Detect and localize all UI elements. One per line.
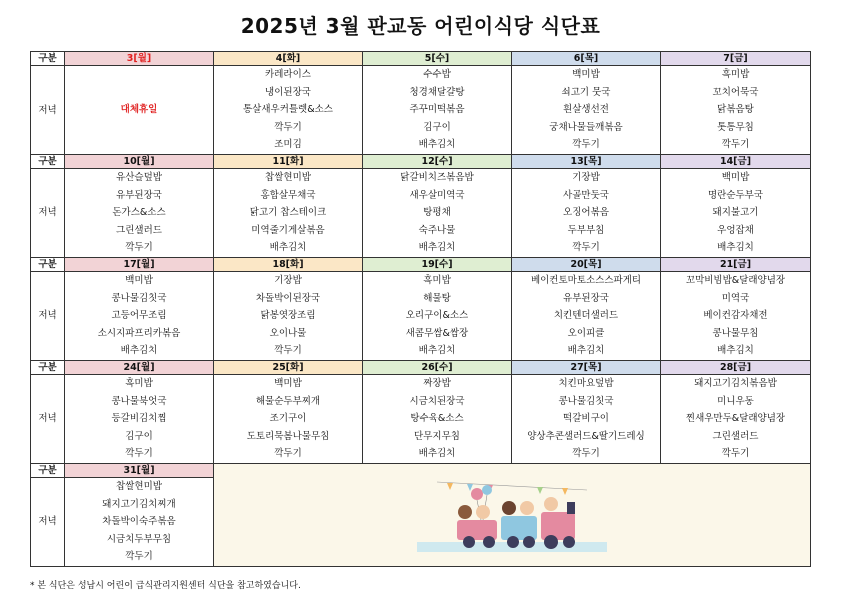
menu-item: 흑미밥 [423,274,451,286]
day-header: 3[월] [65,52,214,66]
menu-item: 배추김치 [418,242,456,254]
menu-item: 깍두기 [572,242,600,254]
menu-item: 돼지고기김치찌개 [102,498,176,510]
menu-item: 배추김치 [567,345,605,357]
menu-cell [512,66,661,155]
menu-item: 톳통무침 [717,121,754,133]
day-header: 10[월] [65,155,214,169]
dinner-label: 저녁 [31,477,65,566]
menu-item: 카레라이스 [265,69,311,81]
menu-item: 탕평채 [423,207,451,219]
menu-item: 찹쌀현미밥 [116,480,162,492]
menu-item: 숙주나물 [418,224,456,236]
menu-item: 시금치된장국 [409,395,465,407]
day-header: 6[목] [512,52,661,66]
menu-item: 백미밥 [274,377,302,389]
day-header: 4[화] [214,52,363,66]
menu-item: 사골만둣국 [563,189,609,201]
menu-cell [661,374,811,463]
menu-item: 해물탕 [423,292,451,304]
menu-item: 깍두기 [125,551,153,563]
dinner-label: 저녁 [31,271,65,360]
menu-item: 조기구이 [269,413,307,425]
menu-item: 시금치두부무침 [106,533,172,545]
dinner-row [31,374,811,463]
menu-item: 쇠고기 뭇국 [561,86,611,98]
menu-cell [65,374,214,463]
menu-item: 탕수육&소스 [410,413,464,425]
menu-item: 해물순두부찌개 [255,395,321,407]
menu-cell [512,374,661,463]
page-title: 2025년 3월 판교동 어린이식당 식단표 [240,14,601,38]
menu-item: 배추김치 [717,242,754,254]
menu-item: 배추김치 [269,242,307,254]
menu-item: 깍두기 [274,345,302,357]
menu-item: 오리구이&소스 [405,310,469,322]
menu-item: 홍합살무채국 [260,189,316,201]
gubun-label: 구분 [31,257,65,271]
menu-item: 흑미밥 [721,69,750,81]
menu-item: 찐새우만두&달래양념장 [685,413,786,425]
day-header: 19[수] [363,257,512,271]
menu-cell [363,169,512,258]
menu-item: 우엉잡채 [717,224,754,236]
menu-cell [661,271,811,360]
menu-item: 김구이 [125,430,153,442]
gubun-label: 구분 [31,360,65,374]
menu-item: 조미김 [274,139,302,151]
menu-item: 미역줄기게살볶음 [251,224,325,236]
menu-item: 닭고기 찹스테이크 [249,207,327,219]
menu-item: 배추김치 [418,448,456,460]
menu-item: 백미밥 [721,172,750,183]
dinner-row [31,169,811,258]
day-header: 5[수] [363,52,512,66]
menu-item: 깍두기 [274,448,302,460]
menu-cell [65,271,214,360]
menu-cell [512,271,661,360]
menu-item: 기장밥 [572,172,600,183]
menu-item: 콩나물김칫국 [558,395,614,407]
menu-item: 단무지무침 [414,430,460,442]
menu-item: 그린샐러드 [712,430,759,442]
menu-cell [661,66,811,155]
menu-cell [214,374,363,463]
menu-item: 꼬막비빔밥&달래양념장 [685,274,786,286]
menu-item: 흑미밥 [125,377,153,389]
menu-item: 미니우동 [717,395,754,407]
menu-cell [65,477,214,566]
menu-item: 닭갈비치즈볶음밥 [400,172,474,183]
kids-train-illustration [417,472,607,558]
menu-item: 통살새우커틀렛&소스 [242,104,333,116]
menu-item: 베이컨토마토소스스파게티 [530,274,642,286]
menu-cell [661,169,811,258]
menu-item: 주꾸미떡볶음 [409,104,465,116]
menu-item: 김구이 [423,121,451,133]
menu-cell [214,66,363,155]
gubun-label: 구분 [31,155,65,169]
menu-item: 치킨마요덮밥 [558,377,614,389]
menu-item: 차돌박이숙주볶음 [102,516,176,528]
menu-item: 콩나물북엇국 [111,395,167,407]
menu-item: 깍두기 [572,139,600,151]
day-header: 17[월] [65,257,214,271]
menu-cell [363,271,512,360]
day-header: 7[금] [661,52,811,66]
menu-item: 오이나물 [269,327,307,339]
menu-item: 돈가스&소스 [112,207,166,219]
footnote: * 본 식단은 성남시 어린이 급식관리지원센터 식단을 참고하였습니다. [30,581,301,591]
menu-item: 오이피클 [567,327,605,339]
menu-item: 배추김치 [418,139,456,151]
menu-item: 소시지파프리카볶음 [97,327,181,339]
day-header: 21[금] [661,257,811,271]
menu-item: 치킨텐더샐러드 [553,310,619,322]
week-header-row [31,463,811,477]
menu-item: 새우살미역국 [409,189,465,201]
menu-item: 오징어볶음 [563,207,609,219]
menu-item: 흰살생선전 [563,104,609,116]
menu-item: 짜장밥 [423,377,451,389]
day-header: 28[금] [661,360,811,374]
menu-item: 베이컨감자채전 [703,310,768,322]
menu-cell [65,66,214,155]
menu-cell [65,169,214,258]
day-header: 11[화] [214,155,363,169]
day-header: 27[목] [512,360,661,374]
menu-item: 깍두기 [125,242,153,254]
menu-item: 대체휴일 [120,104,158,115]
dinner-label: 저녁 [31,169,65,258]
illustration-cell [214,463,811,566]
menu-item: 배추김치 [120,345,158,357]
menu-item: 꼬치어묵국 [712,86,759,98]
menu-item: 배추김치 [418,345,456,357]
day-header: 31[월] [65,463,214,477]
day-header: 25[화] [214,360,363,374]
dinner-label: 저녁 [31,66,65,155]
dinner-row [31,271,811,360]
menu-item: 찹쌀현미밥 [265,172,311,183]
menu-item: 돼지고기김치볶음밥 [694,377,777,389]
menu-item: 깍두기 [125,448,153,460]
week-header-row [31,155,811,169]
day-header: 18[화] [214,257,363,271]
menu-item: 유산슬덮밥 [116,172,162,183]
menu-cell [214,169,363,258]
week-header-row [31,257,811,271]
day-header: 14[금] [661,155,811,169]
menu-item: 배추김치 [717,345,754,357]
menu-cell [512,169,661,258]
menu-item: 궁채나물들깨볶음 [549,121,623,133]
menu-cell [214,271,363,360]
menu-item: 유부된장국 [563,292,609,304]
menu-item: 콩나물김칫국 [111,292,167,304]
menu-item: 닭봉엿장조림 [260,310,316,322]
menu-item: 양상추콘샐러드&딸기드레싱 [527,430,645,442]
menu-item: 기장밥 [274,274,302,286]
dinner-label: 저녁 [31,374,65,463]
menu-item: 깍두기 [572,448,600,460]
day-header: 13[목] [512,155,661,169]
menu-item: 두부부침 [567,224,605,236]
day-header: 24[월] [65,360,214,374]
menu-item: 차돌박이된장국 [255,292,321,304]
menu-item: 청경채달걀탕 [409,86,465,98]
bunting-flags [437,482,587,495]
menu-cell [363,66,512,155]
menu-item: 냉이된장국 [265,86,311,98]
menu-item: 등갈비김치찜 [111,413,167,425]
menu-item: 깍두기 [721,448,750,460]
day-header: 26[수] [363,360,512,374]
menu-item: 떡갈비구이 [563,413,609,425]
menu-item: 새콤무쌈&쌈장 [405,327,469,339]
gubun-label: 구분 [31,463,65,477]
day-header: 12[수] [363,155,512,169]
menu-item: 미역국 [721,292,750,304]
menu-table [30,51,811,567]
menu-item: 유부된장국 [116,189,162,201]
menu-cell [363,374,512,463]
menu-item: 콩나물무침 [712,327,759,339]
menu-item: 수수밥 [423,69,451,81]
menu-item: 닭볶음탕 [717,104,754,116]
week-header-row [31,52,811,66]
gubun-label: 구분 [31,52,65,66]
menu-item: 돼지불고기 [712,207,759,219]
week-header-row [31,360,811,374]
menu-item: 백미밥 [572,69,600,81]
dinner-row [31,66,811,155]
menu-item: 그린샐러드 [116,224,162,236]
menu-item: 명란순두부국 [707,189,764,201]
menu-item: 깍두기 [274,121,302,133]
menu-item: 깍두기 [721,139,750,151]
menu-item: 도토리묵봄나물무침 [246,430,330,442]
menu-item: 고등어무조림 [111,310,167,322]
menu-item: 백미밥 [125,274,153,286]
day-header: 20[목] [512,257,661,271]
